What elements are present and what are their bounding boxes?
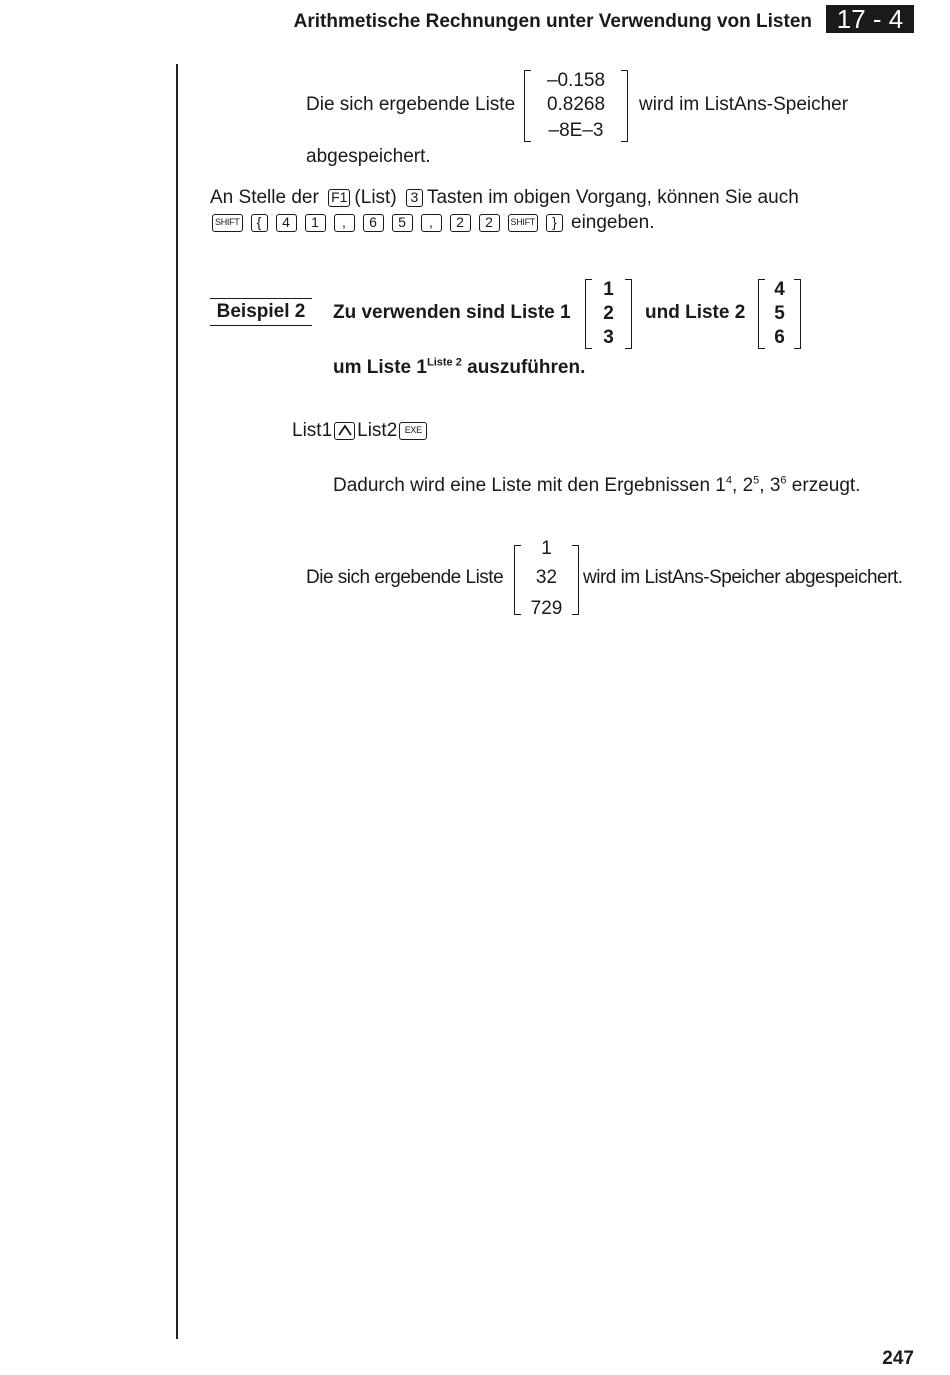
shift-key-icon: SHIFT (212, 214, 243, 232)
result1-suffix: wird im ListAns-Speicher (639, 94, 849, 115)
result2-value: 729 (530, 598, 563, 619)
result2-suffix: wird im ListAns-Speicher abgespeichert. (583, 567, 903, 588)
alternative-suffix: Tasten im obigen Vorgang, können Sie auch (426, 187, 799, 208)
example2-text2: und Liste 2 (645, 302, 746, 323)
example2-line2-prefix: um Liste 1 (333, 357, 427, 378)
list2-value: 6 (774, 327, 785, 348)
digit-4-key-icon: 4 (276, 214, 297, 232)
explanation-suffix: erzeugt. (786, 475, 861, 496)
margin-rule (176, 64, 178, 1339)
comma-key-icon: , (334, 214, 355, 232)
digit-2-key-icon: 2 (450, 214, 471, 232)
caret-icon (336, 423, 354, 437)
example2-superscript: Liste 2 (426, 356, 462, 369)
exponent: 5 (753, 474, 760, 487)
exponent: 6 (780, 474, 787, 487)
list2-value: 5 (774, 303, 785, 324)
result2-value: 32 (535, 567, 558, 588)
digit-3-key-icon: 3 (406, 189, 423, 207)
digit-5-key-icon: 5 (392, 214, 413, 232)
result1-value: 0.8268 (546, 94, 606, 115)
digit-1-key-icon: 1 (305, 214, 326, 232)
explanation-line (333, 475, 860, 497)
comma-key-icon: , (421, 214, 442, 232)
digit-6-key-icon: 6 (363, 214, 384, 232)
procedure-line (292, 420, 435, 442)
close-brace-key-icon: } (546, 214, 563, 232)
result1-list-matrix (524, 70, 628, 142)
example2-line2-suffix: auszuführen. (467, 357, 586, 378)
digit-2-key-icon: 2 (479, 214, 500, 232)
result2-list-matrix (514, 538, 579, 619)
exe-key-icon: EXE (399, 422, 427, 440)
procedure-list2: List2 (357, 420, 398, 441)
f1-key-icon: F1 (328, 189, 350, 207)
alternative-line1 (210, 187, 799, 209)
section-number-badge: 17 - 4 (826, 5, 914, 33)
list1-value: 3 (603, 327, 614, 348)
alternative-line2-suffix: eingeben. (571, 212, 655, 233)
explanation-sep: , 3 (759, 475, 781, 496)
result1-value: –8E–3 (548, 120, 604, 141)
open-brace-key-icon: { (251, 214, 268, 232)
list1-matrix (585, 279, 632, 349)
alternative-prefix: An Stelle der (210, 187, 319, 208)
explanation-sep: , 2 (732, 475, 754, 496)
result1-value: –0.158 (546, 70, 606, 91)
alternative-line2 (212, 212, 654, 234)
page-number: 247 (882, 1348, 914, 1369)
power-key-icon (334, 422, 355, 440)
example2-text1: Zu verwenden sind Liste 1 (333, 302, 571, 323)
list-label: (List) (354, 187, 397, 208)
example2-line2 (333, 357, 585, 379)
shift-key-icon: SHIFT (508, 214, 539, 232)
procedure-list1: List1 (292, 420, 333, 441)
explanation-prefix: Dadurch wird eine Liste mit den Ergebnissen 1 (333, 475, 726, 496)
result1-prefix: Die sich ergebende Liste (306, 94, 516, 115)
example-label: Beispiel 2 (210, 298, 312, 326)
list1-value: 2 (603, 303, 614, 324)
exponent: 4 (725, 474, 733, 487)
result2-value: 1 (541, 538, 552, 559)
result2-prefix: Die sich ergebende Liste (306, 567, 504, 588)
page-header-title: Arithmetische Rechnungen unter Verwendung von Listen (293, 11, 812, 32)
list1-value: 1 (603, 279, 614, 300)
result1-continuation: abgespeichert. (306, 146, 431, 167)
list2-matrix (758, 279, 801, 349)
list2-value: 4 (774, 279, 785, 300)
